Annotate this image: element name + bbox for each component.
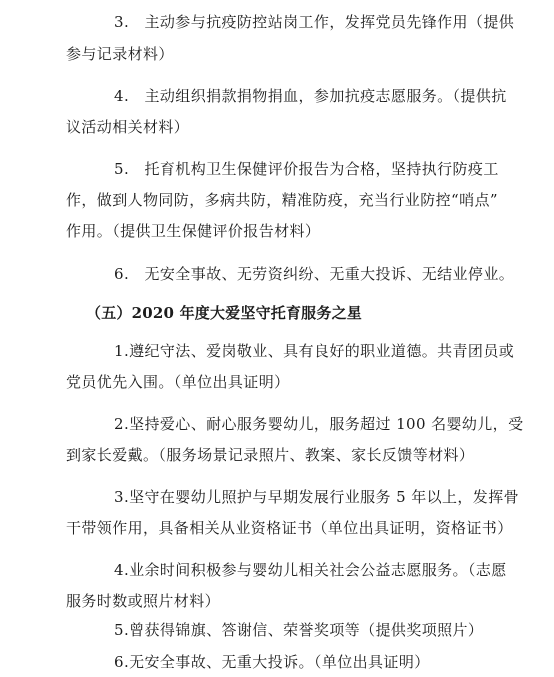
item-4-line-2: 议活动相关材料）: [66, 118, 190, 136]
item-3-line-1: 3. 主动参与抗疫防控站岗工作，发挥党员先锋作用（提供: [114, 13, 515, 31]
item-5-line-1: 5. 托育机构卫生保健评价报告为合格，坚持执行防疫工: [114, 160, 499, 178]
b-item-2-line-1: 2.坚持爱心、耐心服务婴幼儿，服务超过 100 名婴幼儿，受: [114, 415, 524, 433]
b-item-1-line-2: 党员优先入围。（单位出具证明）: [66, 373, 290, 391]
b-item-1-line-1: 1.遵纪守法、爱岗敬业、具有良好的职业道德。共青团员或: [114, 342, 515, 360]
item-4-line-1: 4. 主动组织捐款捐物捐血，参加抗疫志愿服务。（提供抗: [114, 87, 507, 105]
b-item-4-line-2: 服务时数或照片材料）: [66, 592, 221, 610]
section-heading: （五）2020 年度大爱坚守托育服务之星: [86, 304, 362, 322]
item-3-line-2: 参与记录材料）: [66, 45, 174, 63]
b-item-3-line-1: 3.坚守在婴幼儿照护与早期发展行业服务 5 年以上，发挥骨: [114, 488, 519, 506]
b-item-5-line-1: 5.曾获得锦旗、答谢信、荣誉奖项等（提供奖项照片）: [114, 621, 484, 639]
item-5-line-2: 作，做到人物同防，多病共防，精准防疫，充当行业防控“哨点”: [66, 191, 498, 209]
b-item-2-line-2: 到家长爱戴。（服务场景记录照片、教案、家长反馈等材料）: [66, 446, 475, 464]
b-item-4-line-1: 4.业余时间积极参与婴幼儿相关社会公益志愿服务。（志愿: [114, 561, 507, 579]
b-item-6-line-1: 6.无安全事故、无重大投诉。（单位出具证明）: [114, 653, 430, 671]
b-item-3-line-2: 干带领作用，具备相关从业资格证书（单位出具证明，资格证书）: [66, 519, 513, 537]
item-6-line-1: 6. 无安全事故、无劳资纠纷、无重大投诉、无结业停业。: [114, 265, 515, 283]
item-5-line-3: 作用。（提供卫生保健评价报告材料）: [66, 222, 321, 240]
